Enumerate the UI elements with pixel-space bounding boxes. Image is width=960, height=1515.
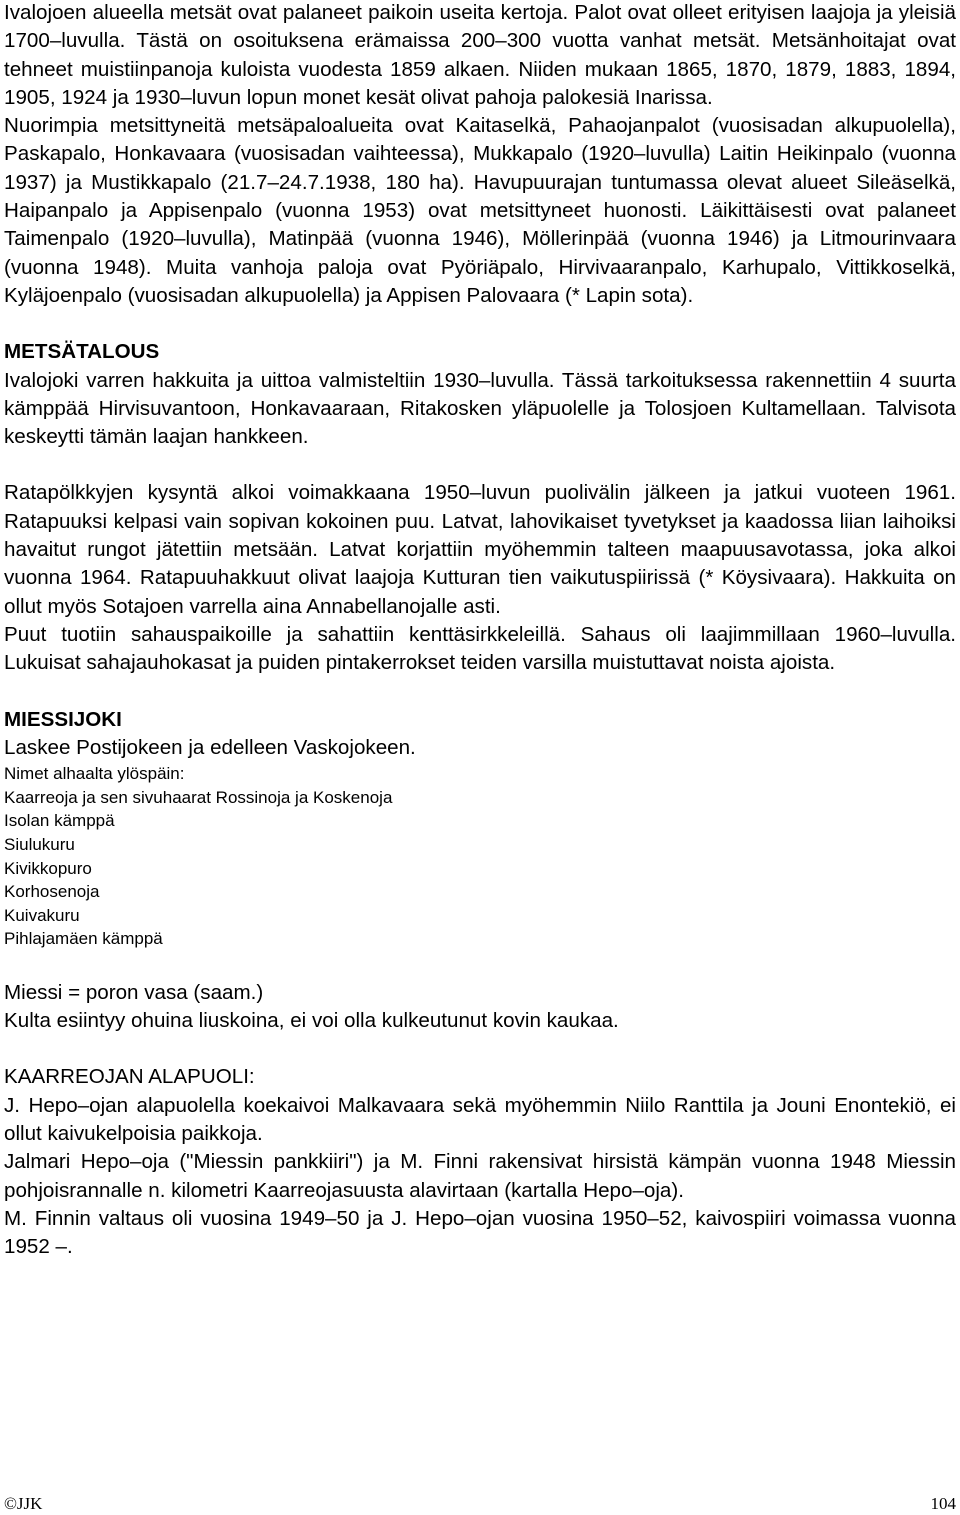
paragraph-metsatalous-1: Ivalojoki varren hakkuita ja uittoa valmisteltiin 1930–luvulla. Tässä tarkoituksessa rakennettiin 4 suurta kämppää Hirvisuvantoon, Honkavaaraan, Ritakosken yläpuolelle ja Tolosjoen Kultamellaan. Talvisota keskeytti tämän laajan hankkeen. bbox=[4, 368, 956, 449]
list-item: Kaarreoja ja sen sivuhaarat Rossinoja ja Koskenoja bbox=[4, 787, 393, 807]
list-item: Siulukuru bbox=[4, 834, 75, 854]
document-page bbox=[4, 0, 956, 1262]
list-item: Kuivakuru bbox=[4, 905, 80, 925]
spacer bbox=[4, 1035, 956, 1063]
paragraph-kaarreojan-3: M. Finnin valtaus oli vuosina 1949–50 ja J. Hepo–ojan vuosina 1950–52, kaivospiiri voimassa vuonna 1952 –. bbox=[4, 1206, 956, 1259]
paragraph-metsatalous-3: Puut tuotiin sahauspaikoille ja sahattiin kenttäsirkkeleillä. Sahaus oli laajimmillaan 1960–luvulla. Lukuisat sahajauhokasat ja puiden pintakerrokset teiden varsilla muistuttavat noista ajoista. bbox=[4, 622, 956, 675]
section-heading-metsatalous: METSÄTALOUS bbox=[4, 340, 160, 364]
names-list bbox=[4, 786, 956, 951]
paragraph-fire-areas: Nuorimpia metsittyneitä metsäpaloalueita ovat Kaitaselkä, Pahaojanpalot (vuosisadan alkupuolella), Paskapalo, Honkavaara (vuosisadan vaihteessa), Mukkapalo (1920–luvulla) Laitin Heikinpalo (vuonna 1937) ja Mustikkapalo (21.7–24.7.1938, 180 ha). Havupuurajan tuntumassa olevat alueet Sileäselkä, Haipanpalo ja Appisenpalo (vuonna 1953) ovat metsittyneet huonosti. Läikittäisesti ovat palaneet Taimenpalo (1920–luvulla), Matinpää (vuonna 1946), Möllerinpää (vuonna 1946) ja Litmourinvaara (vuonna 1948). Muita vanhoja paloja ovat Pyöriäpalo, Hirvivaaranpalo, Karhupalo, Vittikkoselkä, Kyläjoenpalo (vuosisadan alkupuolella) ja Appisen Palovaara (* Lapin sota). bbox=[4, 114, 956, 307]
spacer bbox=[4, 678, 956, 706]
list-item: Isolan kämppä bbox=[4, 811, 115, 831]
paragraph-miessi-meaning: Miessi = poron vasa (saam.) bbox=[4, 980, 264, 1004]
copyright-text: ©JJK bbox=[4, 1494, 43, 1513]
paragraph-kaarreojan-2: Jalmari Hepo–oja ("Miessin pankkiiri") ja M. Finni rakensivat hirsistä kämpän vuonna 1948 Miessin pohjoisrannalle n. kilometri Kaarreojasuusta alavirtaan (kartalla Hepo–oja). bbox=[4, 1150, 956, 1202]
list-item: Pihlajamäen kämppä bbox=[4, 929, 163, 949]
paragraph-metsatalous-2: Ratapölkkyjen kysyntä alkoi voimakkaana 1950–luvun puolivälin jälkeen ja jatkui vuoteen 1961. Ratapuuksi kelpasi vain sopivan kokoinen puu. Latvat, lahovikaiset tyvetykset ja kaadossa liian laihoiksi havaitut rungot jätettiin metsään. Latvat korjattiin myöhemmin talteen maapuusavotassa, joka alkoi vuonna 1964. Ratapuuhakkuut olivat laajoja Kutturan tien vaikutuspiirissä (* Köysivaara). Hakkuita on ollut myös Sotajoen varrella aina Annabellanojalle asti. bbox=[4, 481, 956, 618]
spacer bbox=[4, 951, 956, 979]
section-heading-miessijoki: MIESSIJOKI bbox=[4, 707, 122, 731]
section-heading-kaarreojan: KAARREOJAN ALAPUOLI: bbox=[4, 1065, 255, 1089]
page-number: 104 bbox=[930, 1494, 956, 1513]
spacer bbox=[4, 451, 956, 479]
list-item: Kivikkopuro bbox=[4, 858, 92, 878]
paragraph-gold-note: Kulta esiintyy ohuina liuskoina, ei voi olla kulkeutunut kovin kaukaa. bbox=[4, 1009, 619, 1033]
paragraph-kaarreojan-1: J. Hepo–ojan alapuolella koekaivoi Malkavaara sekä myöhemmin Niilo Ranttila ja Jouni Enontekiö, ei ollut kaivukelpoisia paikkoja. bbox=[4, 1093, 956, 1146]
spacer bbox=[4, 310, 956, 338]
list-item: Korhosenoja bbox=[4, 882, 100, 902]
paragraph-miessijoki-intro: Laskee Postijokeen ja edelleen Vaskojokeen. bbox=[4, 735, 416, 759]
names-label: Nimet alhaalta ylöspäin: bbox=[4, 764, 185, 784]
paragraph-fires-history: Ivalojoen alueella metsät ovat palaneet paikoin useita kertoja. Palot ovat olleet erityisen laajoja ja yleisiä 1700–luvulla. Tästä on osoituksena erämaissa 200–300 vuotta vanhat metsät. Metsänhoitajat ovat tehneet muistiinpanoja kuloista vuodesta 1859 alkaen. Niiden mukaan 1865, 1870, 1879, 1883, 1894, 1905, 1924 ja 1930–luvun lopun monet kesät olivat pahoja palokesiä Inarissa. bbox=[4, 1, 956, 109]
